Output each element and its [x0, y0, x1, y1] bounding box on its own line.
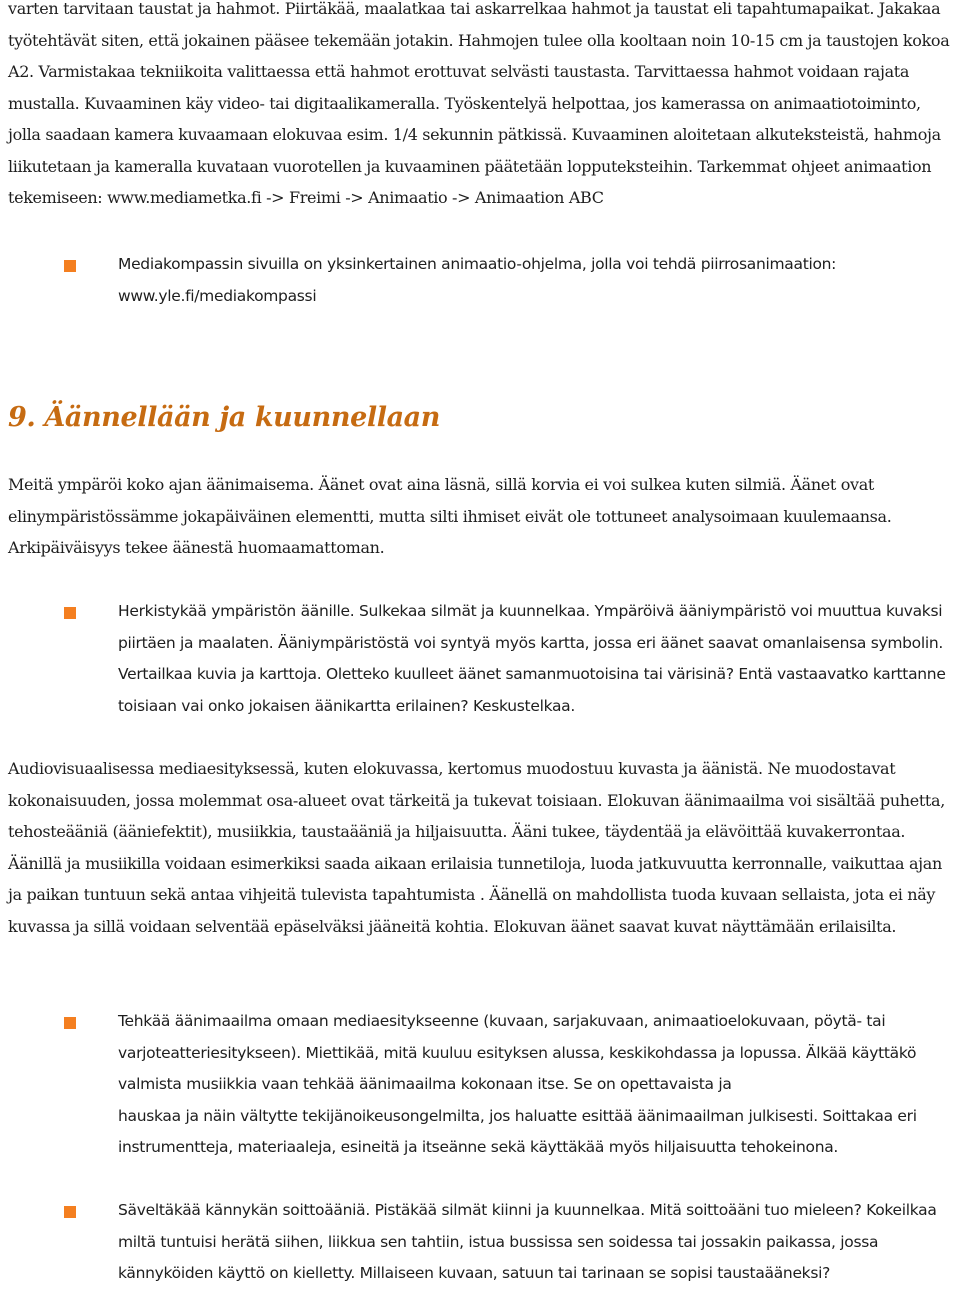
bullet-text-line: hauskaa ja näin vältytte tekijänoikeusongelmilta, jos haluatte esittää äänimaailman julkisesti. Soittakaa eri: [118, 1106, 917, 1125]
audiovisual-paragraph: Audiovisuaalisessa mediaesityksessä, kuten elokuvassa, kertomus muodostuu kuvasta ja äänistä. Ne muodostavat kokonaisuuden, jossa molemmat osa-alueet ovat tärkeitä ja tukevat toisiaan. Elokuvan äänimaailma voi sisältää puhetta, tehosteääniä (ääniefektit), musiikkia, taustaääniä ja hiljaisuutta. Ääni tukee, täydentää ja elävöittää kuvakerrontaa. Äänillä ja musiikilla voidaan esimerkiksi saada aikaan erilaisia tunnetiloja, luoda jatkuvuutta kerronnalle, vaikuttaa ajan ja paikan tuntuun sekä antaa vihjeitä tulevista tapahtumista . Äänellä on mahdollista tuoda kuvaan sellaista, jota ei näy kuvassa ja sillä voidaan selventää epäselväksi jääneitä kohtia. Elokuvan äänet saavat kuvat näyttämään erilaisilta.: [8, 759, 945, 936]
bullet-text-line: Tehkää äänimaailma omaan mediaesitykseenne (kuvaan, sarjakuvaan, animaatioelokuvaan, pöytä- tai: [118, 1012, 886, 1030]
bullet-text: [118, 1006, 960, 1164]
bullet-text: Mediakompassin sivuilla on yksinkertainen animaatio-ohjelma, jolla voi tehdä piirrosanimaation: www.yle.fi/mediakompassi: [118, 255, 837, 305]
bullet-text-line: varjoteatteriesitykseen). Miettikää, mitä kuuluu esityksen alussa, keskikohdassa ja lopussa. Älkää käyttäkö: [118, 1043, 917, 1062]
bullet-square-icon: [64, 1017, 76, 1029]
bullet-text: Herkistykää ympäristön äänille. Sulkekaa silmät ja kuunnelkaa. Ympäröivä ääniympäristö voi muuttua kuvaksi piirtäen ja maalaten. Ääniympäristöstä voi syntyä myös kartta, jossa eri äänet saavat omanlaisensa symbolin. Vertailkaa kuvia ja karttoja. Oletteko kuulleet äänet samanmuotoisina tai värisinä? Entä vastaavatko karttanne toisiaan vai onko jokaisen äänikartta erilainen? Keskustelkaa.: [118, 602, 946, 715]
intro-paragraph: varten tarvitaan taustat ja hahmot. Piirtäkää, maalatkaa tai askarrelkaa hahmot ja taustat eli tapahtumapaikat. Jakakaa työtehtävät siten, että jokainen pääsee tekemään jotakin. Hahmojen tulee olla kooltaan noin 10-15 cm ja taustojen kokoa A2. Varmistakaa tekniikoita valittaessa että hahmot erottuvat selvästi taustasta. Tarvittaessa hahmot voidaan rajata mustalla. Kuvaaminen käy video- tai digitaalikameralla. Työskentelyä helpottaa, jos kamerassa on animaatiotoiminto, jolla saadaan kamera kuvaamaan elokuvaa esim. 1/4 sekunnin pätkissä. Kuvaaminen aloitetaan alkuteksteistä, hahmoja liikutetaan ja kameralla kuvataan vuorotellen ja kuvaaminen päätetään lopputeksteihin. Tarkemmat ohjeet animaation tekemiseen: www.mediametka.fi -> Freimi -> Animaatio -> Animaation ABC: [8, 0, 950, 207]
bullet-square-icon: [64, 607, 76, 619]
section-heading: 9. Äännellään ja kuunnellaan: [8, 402, 441, 433]
bullet-text-line: instrumentteja, materiaaleja, esineitä ja itseänne sekä käyttäkää myös hiljaisuutta tehokeinona.: [118, 1138, 839, 1156]
bullet-square-icon: [64, 260, 76, 272]
bullet-text: Säveltäkää kännykän soittoääniä. Pistäkää silmät kiinni ja kuunnelkaa. Mitä soittoääni tuo mieleen? Kokeilkaa miltä tuntuisi herätä siihen, liikkua sen tahtiin, istua bussissa sen soidessa tai jossakin paikassa, jossa kännyköiden käyttö on kielletty. Millaiseen kuvaan, satuun tai tarinaan se sopisi taustaääneksi?: [118, 1201, 937, 1282]
bullet-text-line: valmista musiikkia vaan tehkää äänimaailma kokonaan itse. Se on opettavaista ja: [118, 1075, 732, 1093]
section-intro-paragraph: Meitä ympäröi koko ajan äänimaisema. Äänet ovat aina läsnä, sillä korvia ei voi sulkea kuten silmiä. Äänet ovat elinympäristössämme jokapäiväinen elementti, mutta silti ihmiset eivät ole tottuneet analysoimaan kuulemaansa. Arkipäiväisyys tekee äänestä huomaamattoman.: [8, 475, 892, 557]
bullet-square-icon: [64, 1206, 76, 1218]
